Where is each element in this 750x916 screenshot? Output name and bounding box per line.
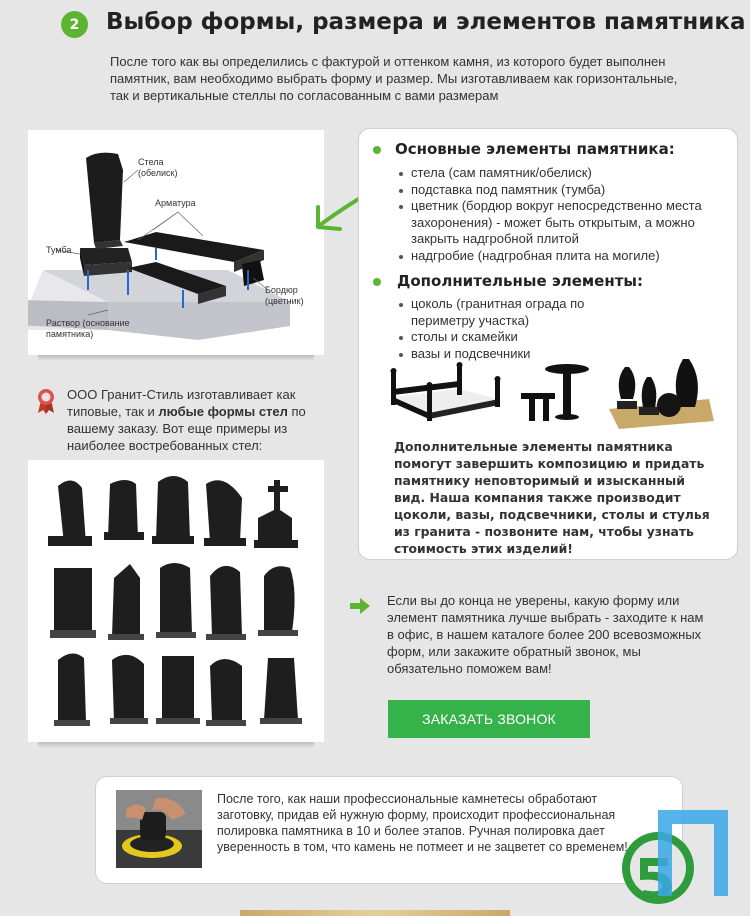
label-tumba: Тумба [46,245,72,255]
section-bullet-icon [373,146,381,154]
label-stela: Стела (обелиск) [138,157,178,178]
company-text [67,386,329,454]
polish-info-box [95,776,683,884]
list-item: цоколь (гранитная ограда по периметру участка) [397,296,607,329]
extra-elements-image [389,359,719,431]
scheme-shadow [38,355,314,361]
step-number-badge: 2 [61,11,88,38]
stela-forms-grid [28,460,324,742]
extra-elements-title: Дополнительные элементы: [397,272,643,290]
medal-icon [36,388,56,414]
list-item: вазы и подсвечники [397,346,607,363]
list-item: надгробие (надгробная плита на могиле) [397,248,727,265]
main-elements-list [397,165,727,264]
company-text-part: по вашему заказу. Вот еще примеры из наиболее востребованных стел: [67,404,306,453]
order-call-button[interactable]: ЗАКАЗАТЬ ЗВОНОК [388,700,590,738]
company-text-part: ООО Гранит-Стиль изготавливает как типовые, так и [67,387,296,419]
guarantee-logo [618,806,748,916]
bottom-decor-strip [240,910,510,916]
section-bullet-icon [373,278,381,286]
monument-scheme-image [28,130,324,355]
polishing-photo [116,790,202,868]
arrow-right-icon [350,598,370,614]
page-title: Выбор формы, размера и элементов памятника [106,9,746,35]
extra-elements-list [397,296,607,362]
guarantee-logo-icon [618,806,748,916]
label-bordur: Бордюр (цветник) [265,285,304,306]
forms-shadow [38,742,314,748]
extra-elements-note: Дополнительные элементы памятника помогут завершить композицию и придать памятнику неповторимый и изысканный вид. Наша компания также производит цоколи, вазы, подсвечники, столы и стулья из гранита - позвоните нам, чтобы узнать стоимость этих изделий! [394,439,710,556]
label-armatura: Арматура [155,198,196,208]
intro-text: После того как вы определились с фактурой и оттенком камня, из которого будет выполнен памятник, вам необходимо выбрать форму и размер. Мы изготавливаем как горизонтальные, так и вертикальные стеллы по согласованным с вами размерам [110,54,678,103]
label-rastvor: Раствор (основание памятника) [46,318,130,339]
list-item: подставка под памятник (тумба) [397,182,727,199]
stela-forms-image [28,460,324,742]
main-elements-title: Основные элементы памятника: [395,140,675,158]
list-item: цветник (бордюр вокруг непосредственно места захоронения) - может быть открытым, а можно закрыть надгробной плитой [397,198,727,248]
polish-text: После того, как наши профессиональные камнетесы обработают заготовку, придав ей нужную форму, происходит профессиональная полировка памятника в 10 и более этапов. Ручная полировка дает уверенность в том, что камень не потмеет и не зацветет со временем! [217,792,628,854]
cta-text: Если вы до конца не уверены, какую форму или элемент памятника лучше выбрать - заходите к нам в офис, в нашем каталоге более 200 всевозможных форм, или закажите обратный звонок, мы обязательно поможем вам! [387,593,704,676]
list-item: столы и скамейки [397,329,607,346]
company-text-bold: любые формы стел [158,404,288,419]
list-item: стела (сам памятник/обелиск) [397,165,727,182]
